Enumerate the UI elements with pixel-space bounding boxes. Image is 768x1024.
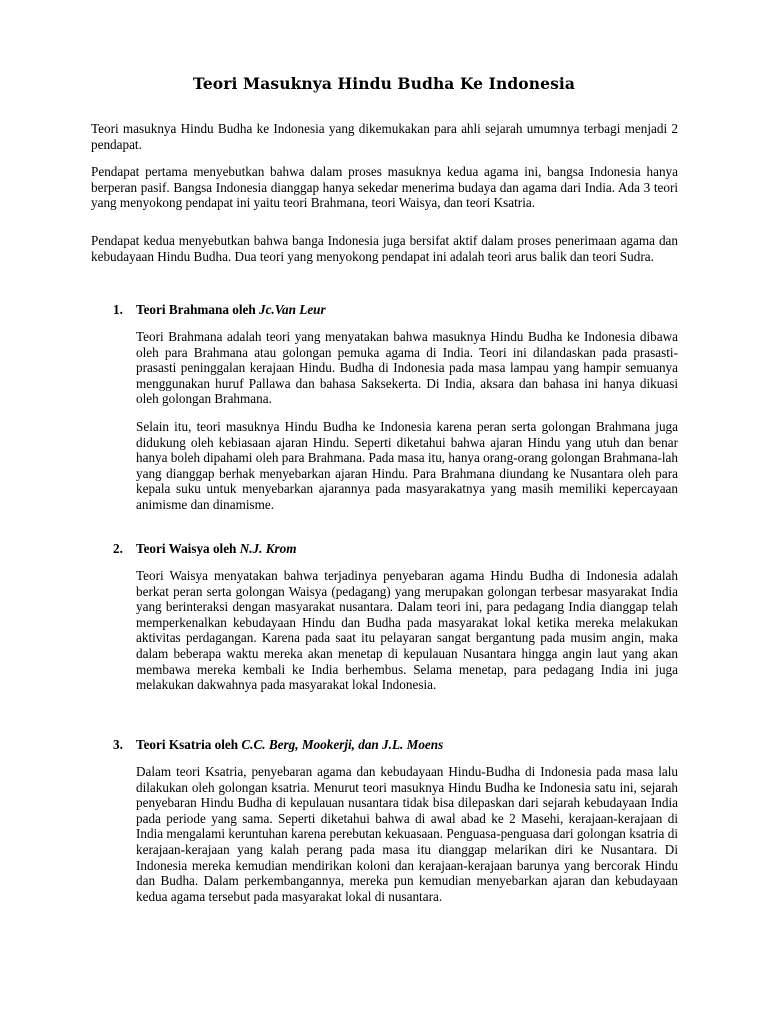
section-author: N.J. Krom: [239, 541, 297, 556]
section-heading-text: Teori Ksatria oleh: [136, 737, 242, 752]
section-number: 3.: [113, 737, 123, 752]
brahmana-paragraph-2: Selain itu, teori masuknya Hindu Budha ke Indonesia karena peran serta golongan Brahmana juga didukung oleh kebiasaan ajaran Hindu. Seperti diketahui bahwa ajaran Hindu yang utuh dan benar hanya boleh dipahami oleh para Brahmana. Pada masa itu, hanya orang-orang golongan Brahmana-lah yang dianggap berhak menyebarkan ajaran Hindu. Para Brahmana diundang ke Nusantara oleh para kepala suku untuk menyebarkan ajarannya pada masyarakatnya yang masih memiliki kepercayaan animisme dan dinamisme.: [136, 419, 678, 512]
section-author: Jc.Van Leur: [258, 302, 326, 317]
section-heading-ksatria: [113, 737, 443, 753]
section-heading-text: Teori Brahmana oleh: [136, 302, 259, 317]
waisya-paragraph-1: Teori Waisya menyatakan bahwa terjadinya penyebaran agama Hindu Budha di Indonesia adalah berkat peran serta golongan Waisya (pedagang) yang merupakan golongan terbesar masyarakat India yang berinteraksi dengan masyarakat nusantara. Dalam teori ini, para pedagang India dianggap telah memperkenalkan kebudayaan Hindu dan Budha pada masyarakat lokal ketika mereka melakukan aktivitas perdagangan. Karena pada saat itu pelayaran sangat bergantung pada musim angin, maka dalam beberapa waktu mereka akan menetap di kepulauan Nusantara hingga angin laut yang akan membawa mereka kembali ke India berhembus. Selama menetap, para pedagang India ini juga melakukan dakwahnya pada masyarakat lokal Indonesia.: [136, 568, 678, 693]
intro-paragraph-2: Pendapat pertama menyebutkan bahwa dalam proses masuknya kedua agama ini, bangsa Indonesia hanya berperan pasif. Bangsa Indonesia dianggap hanya sekedar menerima budaya dan agama dari India. Ada 3 teori yang menyokong pendapat ini yaitu teori Brahmana, teori Waisya, dan teori Ksatria.: [91, 164, 678, 211]
section-heading-waisya: [113, 541, 296, 557]
ksatria-paragraph-1: Dalam teori Ksatria, penyebaran agama dan kebudayaan Hindu-Budha di Indonesia pada masa lalu dilakukan oleh golongan ksatria. Menurut teori masuknya Hindu Budha ke Indonesia satu ini, sejarah penyebaran Hindu Budha di kepulauan nusantara tidak bisa dilepaskan dari sejarah kebudayaan India pada periode yang sama. Seperti diketahui bahwa di awal abad ke 2 Masehi, kerajaan-kerajaan di India mengalami keruntuhan karena perebutan kekuasaan. Penguasa-penguasa dari golongan ksatria di kerajaan-kerajaan yang kalah perang pada masa itu dianggap melarikan diri ke Nusantara. Di Indonesia mereka kemudian mendirikan koloni dan kerajaan-kerajaan barunya yang bercorak Hindu dan Budha. Dalam perkembangannya, mereka pun kemudian menyebarkan ajaran dan kebudayaan kedua agama tersebut pada masyarakat lokal di nusantara.: [136, 764, 678, 904]
section-number: 2.: [113, 541, 123, 556]
section-heading-text: Teori Waisya oleh: [136, 541, 240, 556]
intro-paragraph-1: Teori masuknya Hindu Budha ke Indonesia yang dikemukakan para ahli sejarah umumnya terbagi menjadi 2 pendapat.: [91, 121, 678, 152]
document-title: Teori Masuknya Hindu Budha Ke Indonesia: [192, 74, 576, 93]
section-number: 1.: [113, 302, 123, 317]
intro-paragraph-3: Pendapat kedua menyebutkan bahwa banga Indonesia juga bersifat aktif dalam proses penerimaan agama dan kebudayaan Hindu Budha. Dua teori yang menyokong pendapat ini adalah teori arus balik dan teori Sudra.: [91, 233, 678, 264]
section-heading-brahmana: [113, 302, 326, 318]
section-author: C.C. Berg, Mookerji, dan J.L. Moens: [241, 737, 444, 752]
brahmana-paragraph-1: Teori Brahmana adalah teori yang menyatakan bahwa masuknya Hindu Budha ke Indonesia dibawa oleh para Brahmana atau golongan pemuka agama di India. Teori ini dilandaskan pada prasasti-prasasti peninggalan kerajaan Hindu. Budha di Indonesia pada masa lampau yang hampir semuanya menggunakan huruf Pallawa dan bahasa Saksekerta. Di India, aksara dan bahasa ini hanya dikuasi oleh golongan Brahmana.: [136, 329, 678, 407]
